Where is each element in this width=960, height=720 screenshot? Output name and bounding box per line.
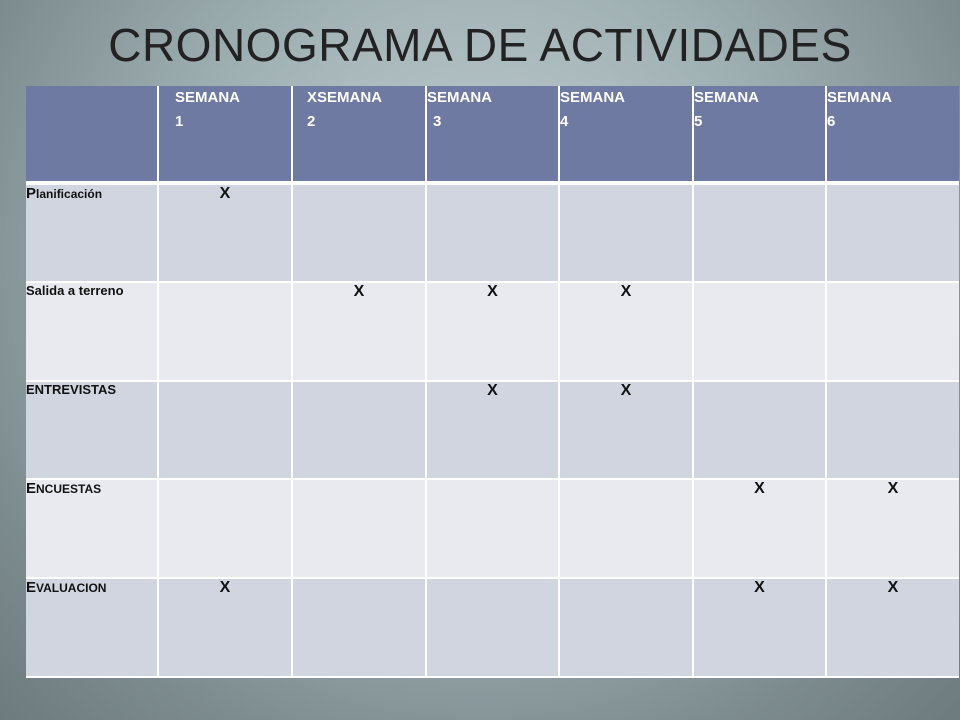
- cell-mark: [693, 282, 826, 381]
- activity-label: EVALUACION: [26, 578, 158, 677]
- cell-mark: X: [559, 381, 693, 480]
- page-title: CRONOGRAMA DE ACTIVIDADES: [108, 19, 852, 71]
- cell-mark: [693, 381, 826, 480]
- cell-mark: [426, 183, 559, 282]
- cell-mark: X: [693, 578, 826, 677]
- table-row: [26, 282, 959, 381]
- activity-label: ENCUESTAS: [26, 479, 158, 578]
- cell-mark: X: [426, 282, 559, 381]
- table-row: [26, 381, 959, 480]
- cell-mark: X: [292, 282, 426, 381]
- cell-mark: [426, 479, 559, 578]
- corner-cell: [26, 86, 158, 183]
- cell-mark: [158, 282, 292, 381]
- week-header: SEMANA 6: [826, 86, 959, 183]
- cell-mark: X: [158, 183, 292, 282]
- activity-label: ENTREVISTAS: [26, 381, 158, 480]
- week-header: SEMANA 1: [158, 86, 292, 183]
- cell-mark: X: [826, 578, 959, 677]
- cell-mark: [292, 479, 426, 578]
- cell-mark: X: [559, 282, 693, 381]
- header-row: [26, 86, 959, 183]
- cell-mark: [826, 282, 959, 381]
- week-header: SEMANA 5: [693, 86, 826, 183]
- cell-mark: X: [693, 479, 826, 578]
- table-row: [26, 183, 959, 282]
- cell-mark: [426, 578, 559, 677]
- activity-label: Planificación: [26, 183, 158, 282]
- schedule-table: [26, 86, 959, 678]
- cell-mark: X: [826, 479, 959, 578]
- week-header: XSEMANA 2: [292, 86, 426, 183]
- activity-label: Salida a terreno: [26, 282, 158, 381]
- cell-mark: [292, 183, 426, 282]
- cell-mark: X: [426, 381, 559, 480]
- cell-mark: [158, 479, 292, 578]
- table-row: [26, 479, 959, 578]
- cell-mark: X: [158, 578, 292, 677]
- cell-mark: [292, 578, 426, 677]
- table-row: [26, 578, 959, 677]
- cell-mark: [559, 183, 693, 282]
- cell-mark: [292, 381, 426, 480]
- cell-mark: [693, 183, 826, 282]
- cell-mark: [826, 381, 959, 480]
- cell-mark: [559, 479, 693, 578]
- cell-mark: [826, 183, 959, 282]
- week-header: SEMANA 4: [559, 86, 693, 183]
- cell-mark: [158, 381, 292, 480]
- week-header: SEMANA 3: [426, 86, 559, 183]
- cell-mark: [559, 578, 693, 677]
